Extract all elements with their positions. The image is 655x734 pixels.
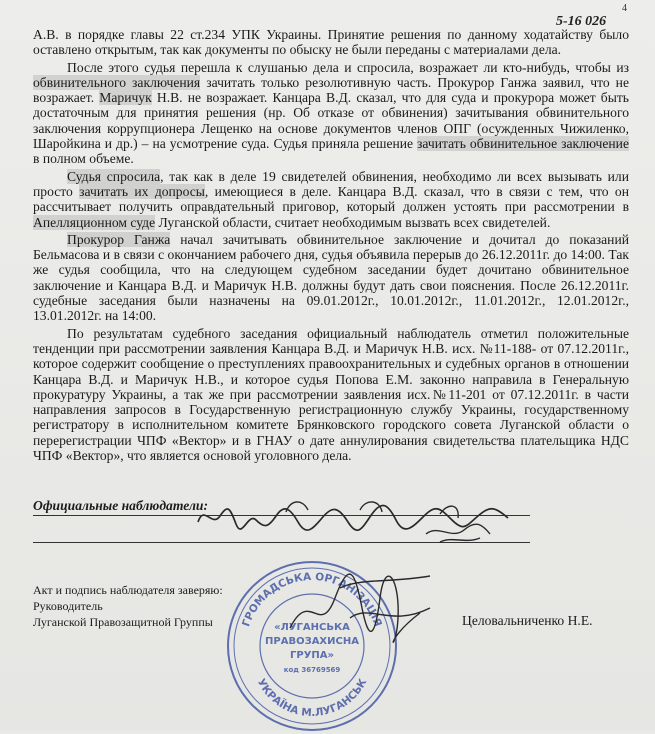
stamp-inner-line: ГРУПА» <box>290 650 334 661</box>
highlighted-phrase: обвинительного заключения <box>33 74 201 90</box>
certify-line: Акт и подпись наблюдателя заверяю: <box>33 583 223 597</box>
certify-line: Луганской Правозащитной Группы <box>33 615 213 629</box>
handwritten-document-reference: 5-16 026 <box>556 14 607 29</box>
stamp-outer-bottom-text: УКРАЇНА М.ЛУГАНСЬК <box>254 676 370 720</box>
document-body <box>33 27 629 465</box>
highlighted-phrase: Прокурор Ганжа <box>67 231 171 247</box>
paragraph-4: Прокурор Ганжа начал зачитывать обвинительное заключение и дочитал до показаний Бельмасова и в связи с окончанием рабочего дня, судья объявила перерыв до 26.12.2011г. до 14:00. Так же судья сообщила, что на следующем судебном заседании будет дочитано обвинительное заключение и Канцара В.Д. и Маричук Н.В. должны будут дать свои пояснения. После 26.12.2011г. судебные заседания были назначены на 09.01.2012г., 10.01.2012г., 11.01.2012г., 12.01.2012г., 13.01.2012г. на 14:00. <box>33 231 629 324</box>
paragraph-2: После этого судья перешла к слушанью дела и спросила, возражает ли кто-нибудь, чтобы из обвинительного заключения зачитать только резолютивную часть. Прокурор Ганжа заявил, что не возражает. Маричук Н.В. не возражает. Канцара В.Д. сказал, что для суда и прокурора может быть достаточным для принятия решения (нр. Об отказе от обвинения) зачитывания обвинительного заключения коррупционера Лещенко на основе документов членов ОПГ (осужденных Чижиленко, Шаройкина и др.) – на усмотрение суда. Судья приняла решение зачитать обвинительное заключение в полном объеме. <box>33 59 630 167</box>
stamp-inner-line: ПРАВОЗАХИСНА <box>265 636 359 647</box>
stamp-outer-top-text: ГРОМАДСЬКА ОРГАНІЗАЦІЯ <box>240 570 384 629</box>
paragraph-3: Судья спросила, так как в деле 19 свидетелей обвинения, необходимо ли всех вызывать или просто зачитать их допросы, имеющиеся в деле. Канцара В.Д. сказал, что в связи с тем, что он рассчитывает получить оправдательный приговор, который должен устоять при рассмотрении в Апелляционном суде Луганской области, считает необходимым вызвать всех свидетелей. <box>33 168 630 230</box>
paragraph-5: По результатам судебного заседания официальный наблюдатель отметил положительные тенденции при рассмотрении заявления Канцара В.Д. и Маричук Н.В. исх. №11-188- от 07.12.2011г., которое содержит сообщение о преступлениях правоохранительных и судебных органов в отношении Канцара В.Д. и Маричук Н.В., и которое судья Попова Е.М. законно направила в Генеральную прокуратуру Украины, а так же при рассмотрении заявления исх.№11-201 от 07.12.2011г. в части направления запросов в Государственную регистрационную службу Украины, государственному регистратору в исполнительном комитете Брянковского городского совета Луганской области о перерегистрации ЧПФ «Вектор» и в ГНАУ о дате аннулирования свидетельства плательщика НДС ЧПФ «Вектор», что является основой уголовного дела. <box>33 325 629 464</box>
highlighted-phrase: зачитать обвинительное заключение <box>417 136 629 152</box>
highlighted-phrase: зачитать их допросы <box>79 183 205 199</box>
leader-name: Целовальниченко Н.Е. <box>462 613 593 628</box>
observers-label: Официальные наблюдатели: <box>33 498 209 513</box>
highlighted-phrase: Апелляционном суде <box>33 214 156 230</box>
observer-signature <box>190 494 520 554</box>
highlighted-phrase: Судья спросила <box>67 168 161 184</box>
certification-block <box>33 582 223 630</box>
certify-line: Руководитель <box>33 599 103 613</box>
stamp-inner-line: «ЛУГАНСЬКА <box>274 622 350 633</box>
leader-signature <box>280 568 440 648</box>
stamp-code: код 36769569 <box>283 666 341 674</box>
page-number: 4 <box>622 3 627 14</box>
paragraph-1: А.В. в порядке главы 22 ст.234 УПК Украины. Принятие решения по данному ходатайству было оставлено открытым, так как документы по обыску не были переданы с материалами дела. <box>33 27 629 58</box>
highlighted-phrase: Маричук <box>99 90 152 106</box>
